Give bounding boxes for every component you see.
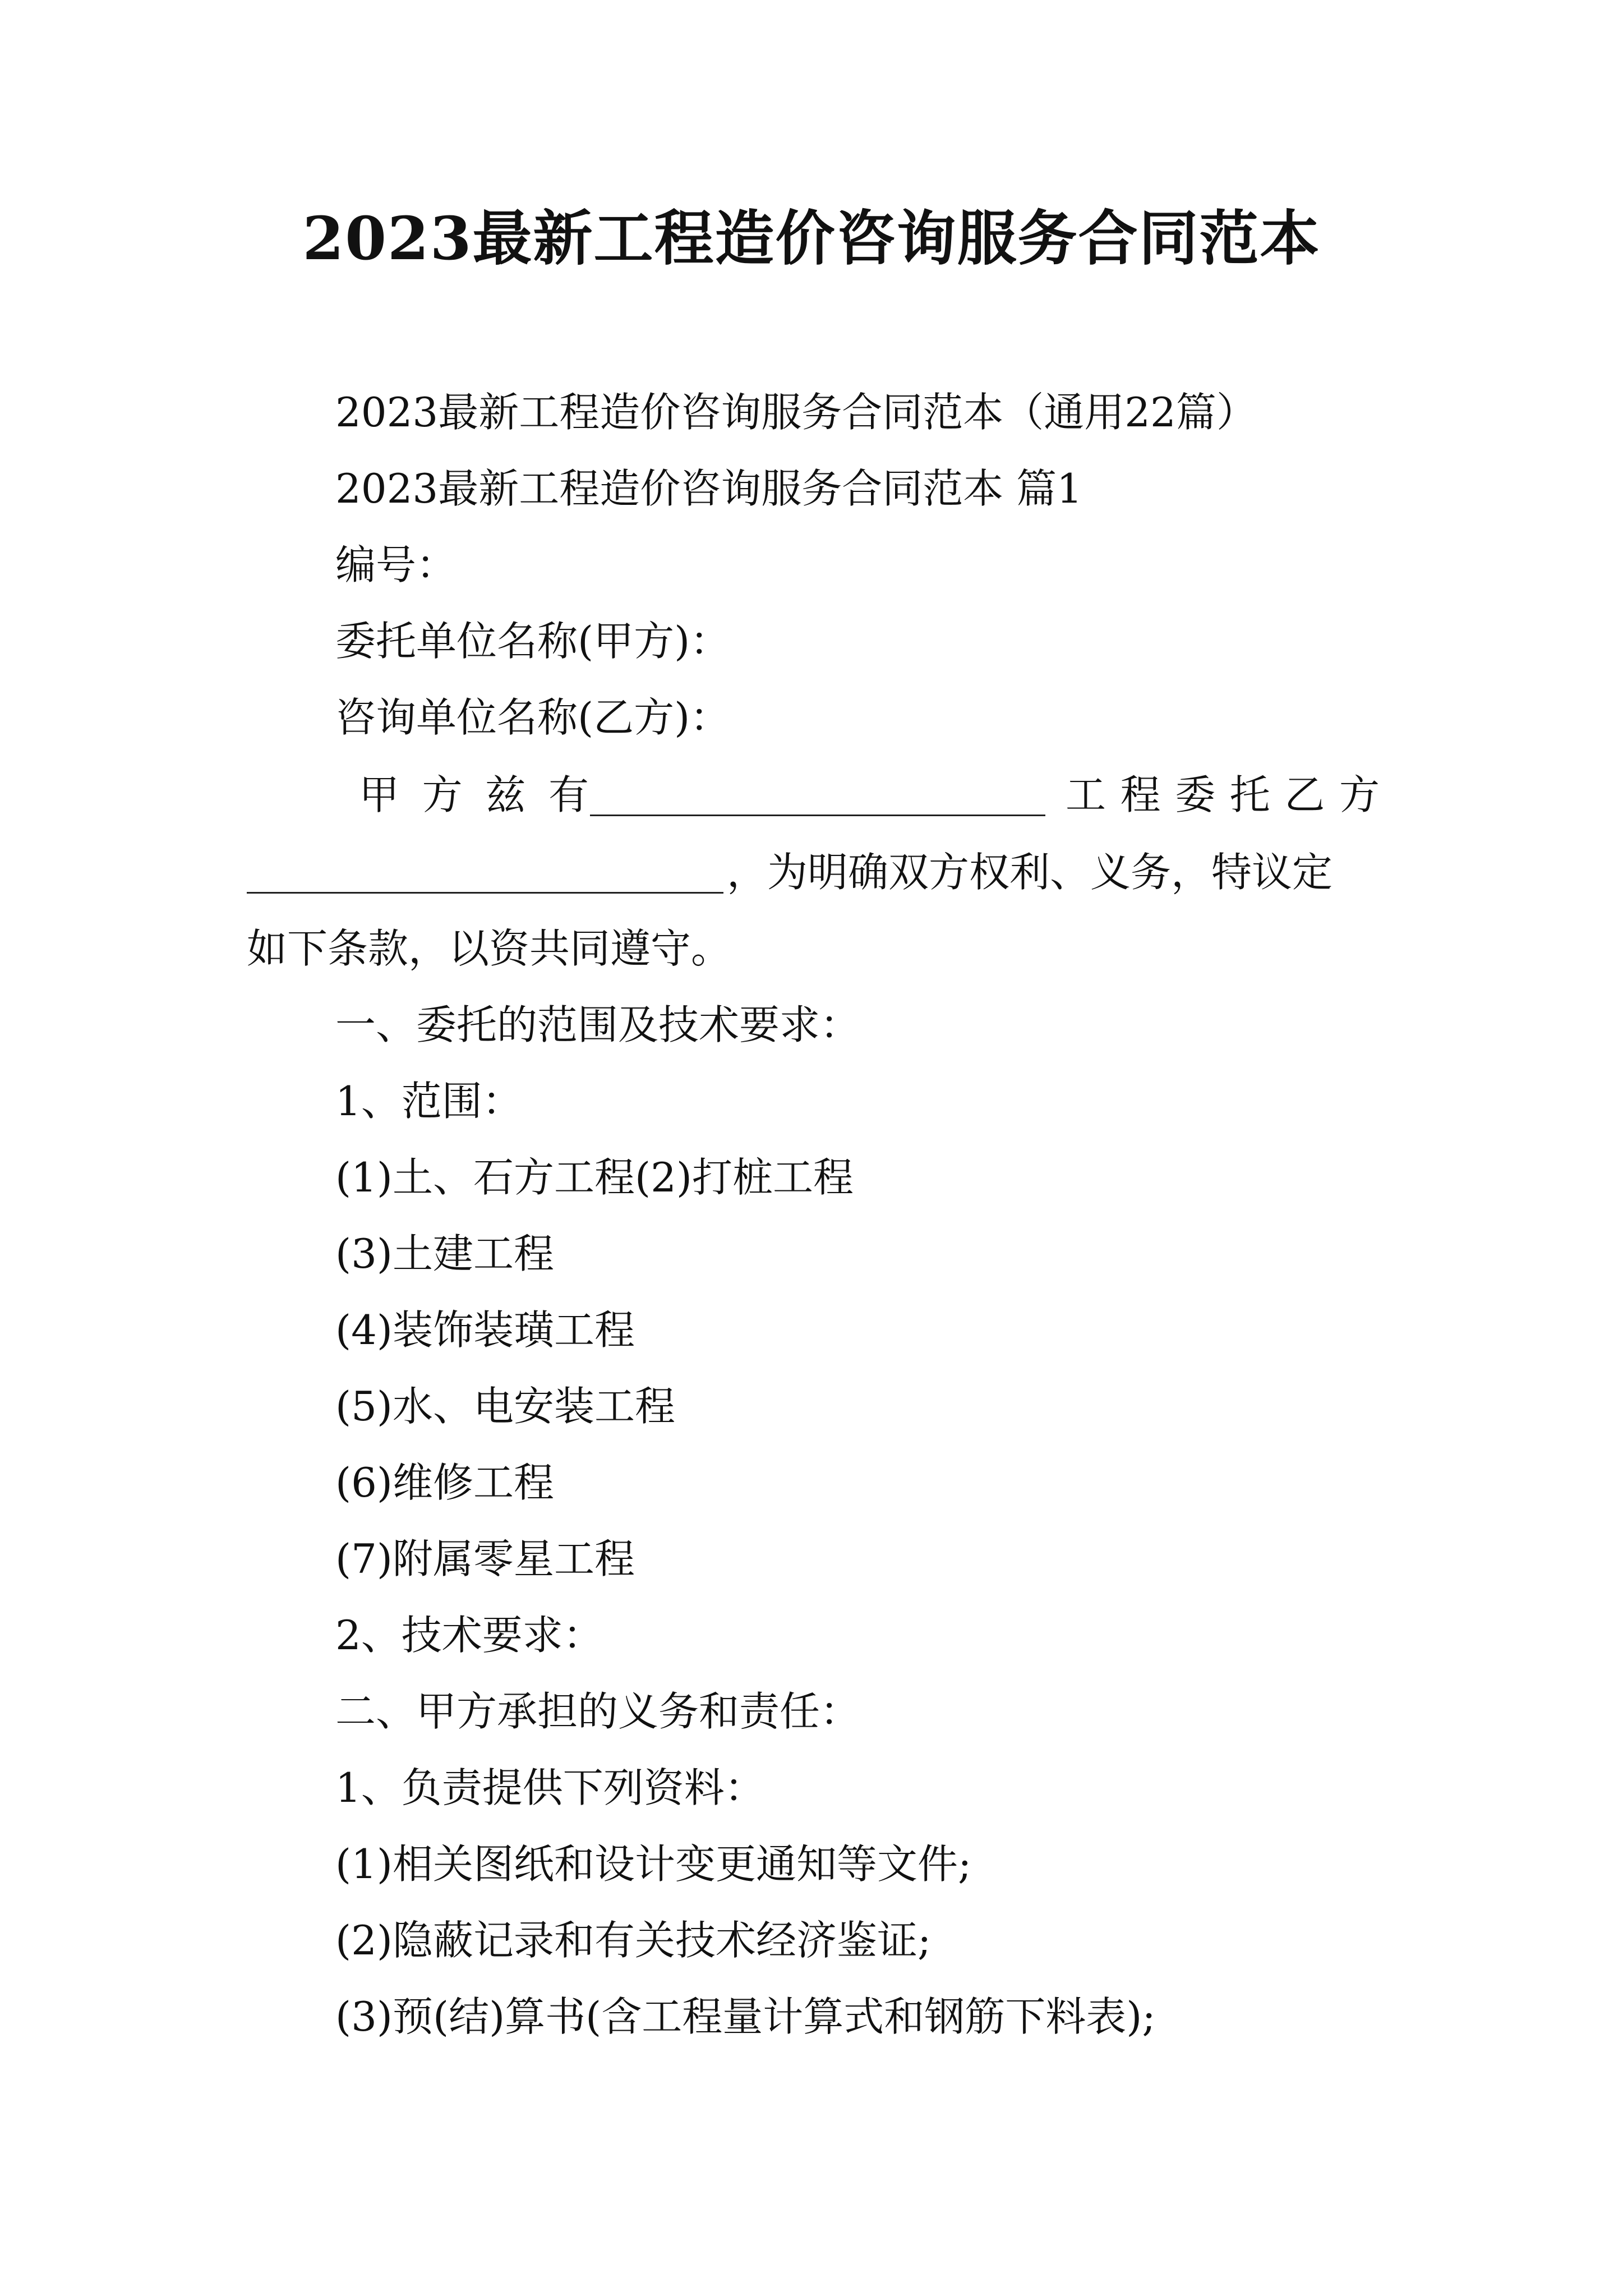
list-item: (3)预(结)算书(含工程量计算式和钢筋下料表); bbox=[335, 1993, 1156, 2040]
list-item: (6)维修工程 bbox=[335, 1459, 554, 1506]
list-item: 1、负责提供下列资料： bbox=[335, 1764, 765, 1811]
subtitle-line: 2023最新工程造价咨询服务合同范本（通用22篇） bbox=[335, 389, 1257, 436]
contract-number-label: 编号： bbox=[335, 541, 457, 588]
para1-char: 托 bbox=[1229, 771, 1270, 818]
list-item: 一、委托的范围及技术要求： bbox=[335, 1001, 861, 1048]
party-b-label: 咨询单位名称(乙方)： bbox=[335, 694, 731, 741]
list-item: 1、范围： bbox=[335, 1078, 523, 1125]
para1-char: 甲 bbox=[359, 771, 400, 818]
list-item: 二、甲方承担的义务和责任： bbox=[335, 1688, 861, 1735]
list-item: (2)隐蔽记录和有关技术经济鉴证; bbox=[335, 1917, 932, 1964]
para1-char: 程 bbox=[1120, 771, 1161, 818]
para1-char: 乙 bbox=[1284, 771, 1325, 818]
project-name-blank bbox=[590, 815, 1045, 816]
para1-line2: ，为明确双方权利、义务，特议定 bbox=[727, 849, 1333, 896]
para1-char: 工 bbox=[1066, 771, 1106, 818]
para1-start bbox=[359, 770, 589, 820]
list-item: (4)装饰装璜工程 bbox=[335, 1306, 635, 1354]
para1-char: 委 bbox=[1175, 771, 1216, 818]
list-item: (1)相关图纸和设计变更通知等文件; bbox=[335, 1841, 972, 1888]
para1-char: 兹 bbox=[485, 771, 526, 818]
service-blank bbox=[247, 892, 723, 894]
page-title: 2023最新工程造价咨询服务合同范本 bbox=[302, 203, 1321, 273]
para1-mid bbox=[1066, 770, 1380, 820]
list-item: (1)土、石方工程(2)打桩工程 bbox=[335, 1154, 854, 1201]
para1-char: 有 bbox=[548, 771, 589, 818]
para1-line3: 如下条款，以资共同遵守。 bbox=[247, 925, 732, 972]
para1-char: 方 bbox=[1339, 771, 1380, 818]
para1-char: 方 bbox=[422, 771, 463, 818]
section-heading: 2023最新工程造价咨询服务合同范本 篇1 bbox=[335, 465, 1082, 512]
list-item: (7)附属零星工程 bbox=[335, 1535, 635, 1582]
list-item: (3)土建工程 bbox=[335, 1230, 554, 1277]
list-item: 2、技术要求： bbox=[335, 1612, 603, 1659]
list-item: (5)水、电安装工程 bbox=[335, 1383, 675, 1430]
party-a-label: 委托单位名称(甲方)： bbox=[335, 618, 731, 665]
